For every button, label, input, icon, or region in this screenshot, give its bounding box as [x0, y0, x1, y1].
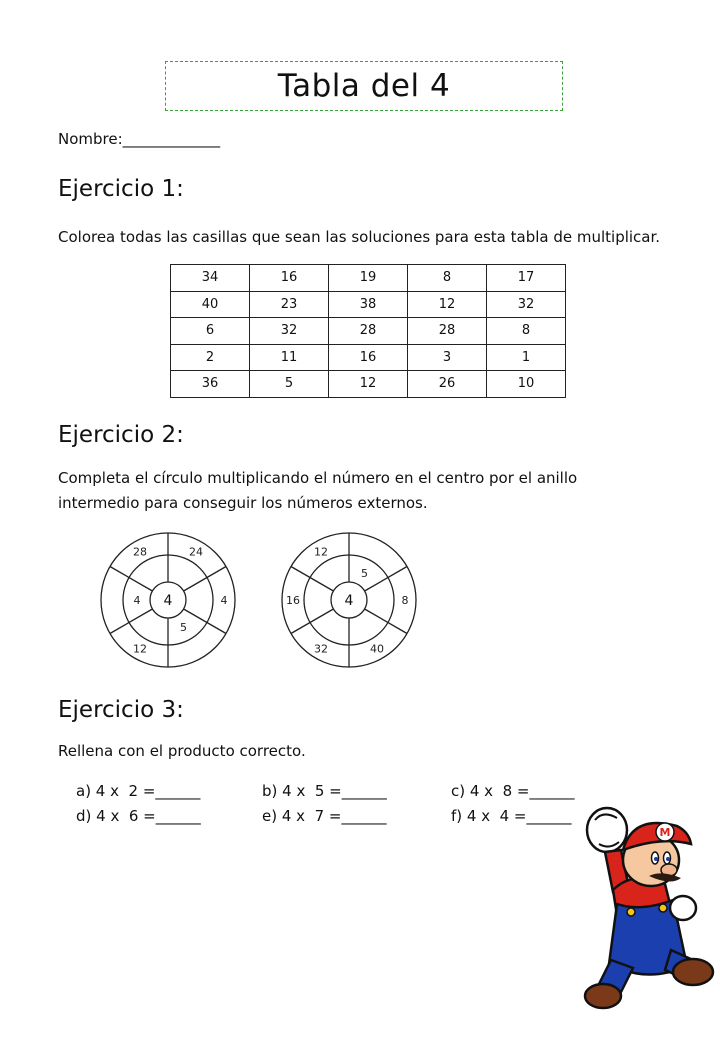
grid-cell[interactable]: 28	[408, 318, 487, 345]
ring-divider	[184, 609, 226, 634]
multiplication-circle-1	[101, 533, 235, 667]
exercise-2-instruction-line1: Completa el círculo multiplicando el número en el centro por el anillo	[58, 469, 578, 487]
product-item-e: e) 4 x 7 =______	[262, 807, 387, 825]
grid-cell[interactable]: 16	[250, 265, 329, 292]
ring-divider	[110, 609, 152, 634]
multiplication-circles	[95, 525, 455, 679]
grid-cell[interactable]: 3	[408, 344, 487, 371]
outer-number: 4	[220, 594, 228, 607]
ring-divider	[291, 567, 333, 592]
grid-cell[interactable]: 28	[329, 318, 408, 345]
grid-cell[interactable]: 1	[487, 344, 566, 371]
grid-cell[interactable]: 17	[487, 265, 566, 292]
outer-number: 12	[314, 545, 328, 559]
exercise-2-heading: Ejercicio 2:	[58, 422, 184, 448]
exercise-3-instruction: Rellena con el producto correcto.	[58, 742, 306, 760]
outer-number: 32	[314, 642, 328, 656]
outer-number: 12	[133, 642, 147, 656]
grid-cell[interactable]: 10	[487, 371, 566, 398]
ring-divider	[184, 567, 226, 592]
ring-divider	[365, 567, 407, 592]
center-number: 4	[163, 593, 173, 609]
grid-row	[171, 265, 566, 292]
grid-row	[171, 371, 566, 398]
grid-cell[interactable]: 19	[329, 265, 408, 292]
grid-row	[171, 344, 566, 371]
name-field-label: Nombre:_____________	[58, 130, 221, 148]
grid-cell[interactable]: 8	[408, 265, 487, 292]
grid-cell[interactable]: 34	[171, 265, 250, 292]
grid-cell[interactable]: 26	[408, 371, 487, 398]
center-number: 4	[344, 593, 354, 609]
grid-cell[interactable]: 38	[329, 291, 408, 318]
product-item-d: d) 4 x 6 =______	[76, 807, 201, 825]
outer-number: 28	[133, 545, 147, 559]
product-item-b: b) 4 x 5 =______	[262, 782, 387, 800]
grid-row	[171, 291, 566, 318]
page-title: Tabla del 4	[277, 68, 451, 104]
grid-cell[interactable]: 12	[329, 371, 408, 398]
grid-cell[interactable]: 36	[171, 371, 250, 398]
exercise-2-instruction-line2: intermedio para conseguir los números externos.	[58, 494, 428, 512]
grid-cell[interactable]: 6	[171, 318, 250, 345]
grid-cell[interactable]: 23	[250, 291, 329, 318]
outer-number: 24	[189, 545, 203, 559]
grid-cell[interactable]: 5	[250, 371, 329, 398]
middle-number: 4	[133, 594, 141, 607]
product-item-f: f) 4 x 4 =______	[451, 807, 572, 825]
grid-cell[interactable]: 12	[408, 291, 487, 318]
multiplication-circle-2	[282, 533, 416, 667]
middle-number: 5	[361, 567, 368, 581]
ring-divider	[291, 609, 333, 634]
grid-cell[interactable]: 11	[250, 344, 329, 371]
grid-cell[interactable]: 32	[250, 318, 329, 345]
grid-row	[171, 318, 566, 345]
ring-divider	[110, 567, 152, 592]
product-item-c: c) 4 x 8 =______	[451, 782, 575, 800]
middle-number: 5	[180, 620, 187, 634]
grid-cell[interactable]: 8	[487, 318, 566, 345]
grid-cell[interactable]: 2	[171, 344, 250, 371]
grid-cell[interactable]: 40	[171, 291, 250, 318]
exercise-1-heading: Ejercicio 1:	[58, 176, 184, 202]
outer-number: 16	[286, 594, 300, 607]
number-grid	[170, 264, 566, 398]
grid-cell[interactable]: 16	[329, 344, 408, 371]
outer-number: 8	[401, 594, 409, 607]
svg-text:M: M	[659, 826, 671, 839]
mario-icon	[575, 800, 715, 1019]
ring-divider	[365, 609, 407, 634]
product-item-a: a) 4 x 2 =______	[76, 782, 201, 800]
outer-number: 40	[370, 642, 384, 656]
grid-cell[interactable]: 32	[487, 291, 566, 318]
exercise-3-heading: Ejercicio 3:	[58, 697, 184, 723]
exercise-1-instruction: Colorea todas las casillas que sean las soluciones para esta tabla de multiplicar.	[58, 228, 661, 246]
title-box	[165, 61, 563, 111]
